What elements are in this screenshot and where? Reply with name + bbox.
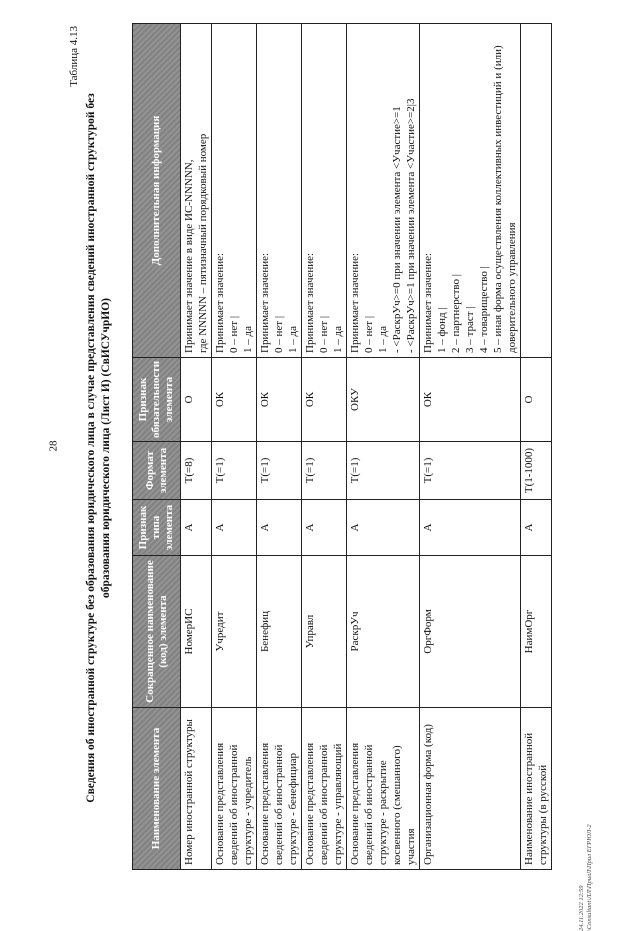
info-line: 0 – нет | <box>273 315 285 353</box>
info-line: Принимает значение: <box>304 252 316 353</box>
cell-name: Номер иностранной структуры <box>181 708 212 870</box>
cell-info <box>181 24 212 358</box>
info-line: 0 – нет | <box>363 315 375 353</box>
info-line: Принимает значение в виде ИС-NNNNN, <box>183 159 195 353</box>
header-row <box>133 24 181 870</box>
elements-table <box>132 23 552 870</box>
cell-required: ОК <box>257 358 302 442</box>
info-line: 0 – нет | <box>228 315 240 353</box>
cell-info <box>302 24 347 358</box>
cell-type: А <box>181 500 212 556</box>
table-row <box>181 24 212 870</box>
cell-code: Бенефиц <box>257 556 302 708</box>
cell-code: НаимОрг <box>521 556 552 708</box>
cell-format: T(=1) <box>420 442 521 500</box>
stamp-line-1: 24.11.2022 12:59 <box>578 885 585 931</box>
page-number: 28 <box>47 440 60 452</box>
cell-format: T(=8) <box>181 442 212 500</box>
cell-name: Основание представления сведений об иностранной структуре - бенефициар <box>257 708 302 870</box>
header-required: Признак обязательности элемента <box>133 358 181 442</box>
header-format: Формат элемента <box>133 442 181 500</box>
cell-required: ОК <box>302 358 347 442</box>
info-line: Принимает значение: <box>422 252 434 353</box>
cell-format: T(=1) <box>212 442 257 500</box>
table-row <box>302 24 347 870</box>
cell-required: ОК <box>212 358 257 442</box>
table-row <box>521 24 552 870</box>
cell-required: О <box>521 358 552 442</box>
cell-code: ОргФорм <box>420 556 521 708</box>
cell-required: ОК <box>420 358 521 442</box>
cell-code: Управл <box>302 556 347 708</box>
cell-code: РаскрУч <box>347 556 420 708</box>
title-line-1: Сведения об иностранной структуре без образования юридического лица в случае представления сведений иностранной структурой без <box>85 93 97 803</box>
header-type: Признак типа элемента <box>133 500 181 556</box>
title-line-2: образования юридического лица (Лист И) (СвИСУчрИО) <box>100 298 112 598</box>
cell-required: О <box>181 358 212 442</box>
cell-format: T(=1) <box>257 442 302 500</box>
table-body <box>181 24 552 870</box>
cell-info <box>347 24 420 358</box>
info-line: 3 – траст | <box>464 306 476 353</box>
file-stamp <box>578 761 594 931</box>
info-line: 1 – фонд | <box>436 307 448 353</box>
header-name: Наименование элемента <box>133 708 181 870</box>
cell-required: ОКУ <box>347 358 420 442</box>
cell-name: Основание представления сведений об иностранной структуре - раскрытие косвенного (смешанного) участия <box>347 708 420 870</box>
cell-name: Основание представления сведений об иностранной структуре - управляющий <box>302 708 347 870</box>
info-line: 2 – партнерство | <box>450 274 462 353</box>
cell-type: А <box>420 500 521 556</box>
table-row <box>347 24 420 870</box>
info-line: Принимает значение: <box>349 252 361 353</box>
cell-type: А <box>521 500 552 556</box>
table-row <box>257 24 302 870</box>
info-line: Принимает значение: <box>214 252 226 353</box>
rotated-sheet <box>68 18 613 878</box>
table-number: Таблица 4.13 <box>68 26 80 87</box>
info-line: Принимает значение: <box>259 252 271 353</box>
info-line: 1 – да <box>242 326 254 353</box>
info-line: 5 – иная форма осуществления коллективных инвестиций и (или) доверительного управления <box>492 45 518 353</box>
stamp-line-2: \Consultant\ЛЛ\ПрилЛ\Прил ЕГРЮЛ-2 <box>586 824 593 931</box>
info-line: 1 – да <box>287 326 299 353</box>
table-row <box>420 24 521 870</box>
header-code: Сокращенное наименование (код) элемента <box>133 556 181 708</box>
info-line: 1 – да <box>377 326 389 353</box>
cell-type: А <box>347 500 420 556</box>
cell-format: T(=1) <box>347 442 420 500</box>
cell-type: А <box>257 500 302 556</box>
cell-name: Наименование иностранной структуры (в русской <box>521 708 552 870</box>
info-line: где NNNNN – пятизначный порядковый номер <box>197 133 209 353</box>
header-info: Дополнительная информация <box>133 24 181 358</box>
info-line: - <РаскрУч>=1 при значении элемента <Участие>=2|3 <box>405 98 417 353</box>
cell-info <box>420 24 521 358</box>
cell-code: Учредит <box>212 556 257 708</box>
table-row <box>212 24 257 870</box>
cell-info <box>257 24 302 358</box>
cell-info <box>521 24 552 358</box>
info-line: 1 – да <box>332 326 344 353</box>
cell-info <box>212 24 257 358</box>
info-line: 0 – нет | <box>318 315 330 353</box>
info-line: 4 – товарищество | <box>478 266 490 353</box>
document-title <box>84 18 114 878</box>
info-line: - <РаскрУч>=0 при значении элемента <Участие>=1 <box>391 106 403 353</box>
cell-name: Основание представления сведений об иностранной структуре - учредитель <box>212 708 257 870</box>
cell-type: А <box>212 500 257 556</box>
cell-format: T(=1) <box>302 442 347 500</box>
cell-code: НомерИС <box>181 556 212 708</box>
cell-format: T(1-1000) <box>521 442 552 500</box>
cell-name: Организационная форма (код) <box>420 708 521 870</box>
cell-type: А <box>302 500 347 556</box>
